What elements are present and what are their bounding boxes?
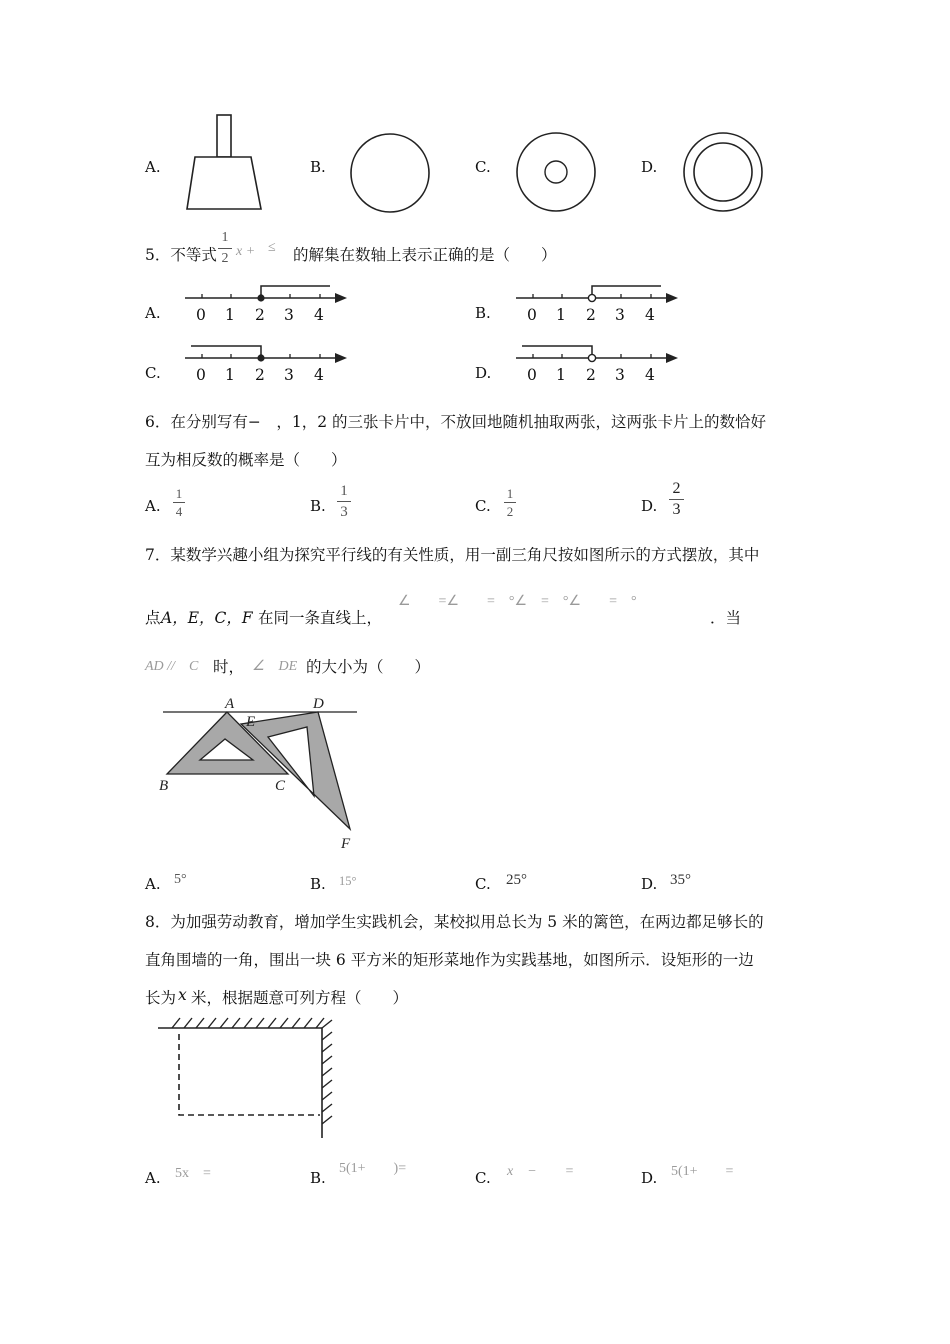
q6-line1: 6．在分别写有− ，1，2 的三张卡片中，不放回地随机抽取两张，这两张卡片上的数恰好 — [145, 413, 767, 431]
q8-fence-dashed — [179, 1034, 320, 1115]
q8-line3-b: 米，根据题意可列方程（ ） — [191, 989, 409, 1007]
q8-line1: 8．为加强劳动教育，增加学生实践机会，某校拟用总长为 5 米的篱笆，在两边都足够长的 — [145, 913, 764, 931]
q8-option-a-expr: 5x = — [175, 1166, 211, 1181]
q5-prefix: 5．不等式 — [145, 246, 217, 264]
q7-option-d-value: 35° — [670, 872, 691, 888]
q8-line3-x: x — [178, 986, 187, 1004]
q4-option-d-label[interactable]: D. — [641, 158, 658, 176]
q6-option-a-fraction: 1 4 — [173, 486, 185, 519]
q7-angle-target: ∠ DE — [252, 659, 298, 674]
q5-option-b-ticks: 0 1 2 3 4 — [527, 306, 655, 324]
q7-line2-points: A，E，C，F — [161, 609, 253, 627]
q7-line3-c: 的大小为（ ） — [306, 658, 431, 676]
q7-label-c: C — [275, 778, 286, 794]
q8-option-d-expr: 5(1+ = — [671, 1164, 734, 1179]
q7-line3-b: 时， — [213, 658, 245, 676]
q5-option-c-ticks: 0 1 2 3 4 — [196, 366, 324, 384]
q8-option-d-label[interactable]: D. — [641, 1169, 658, 1187]
q5-fraction-denominator: 2 — [221, 251, 229, 266]
q5-option-d-label[interactable]: D. — [475, 364, 492, 382]
q8-line2: 直角围墙的一角，围出一块 6 平方米的矩形菜地作为实践基地，如图所示．设矩形的一边 — [145, 951, 754, 969]
q8-option-b-expr: 5(1+ )= — [339, 1161, 407, 1176]
q7-angle-conditions: ∠ =∠ = °∠ = °∠ = ° — [398, 594, 637, 609]
q6-option-c-fraction: 1 2 — [504, 486, 516, 519]
q6-option-a-label[interactable]: A. — [145, 497, 161, 515]
q7-option-d-label[interactable]: D. — [641, 875, 658, 893]
q5-le-sign: ≤ — [268, 240, 276, 255]
q5-expression: x + — [236, 244, 256, 259]
q4-option-a-figure — [185, 112, 265, 212]
q8-option-c-label[interactable]: C. — [475, 1169, 491, 1187]
q7-line1: 7．某数学兴趣小组为探究平行线的有关性质，用一副三角尺按如图所示的方式摆放，其中 — [145, 546, 760, 564]
q6-option-d-fraction: 2 3 — [669, 480, 684, 519]
q7-option-a-label[interactable]: A. — [145, 875, 161, 893]
q6-option-c-label[interactable]: C. — [475, 497, 491, 515]
q5-option-d-ticks: 0 1 2 3 4 — [527, 366, 655, 384]
q7-label-d: D — [313, 696, 324, 712]
q7-label-b: B — [159, 778, 169, 794]
q6-option-b-fraction: 1 3 — [337, 482, 351, 521]
q5-fraction — [218, 229, 232, 268]
q7-option-a-value: 5° — [174, 872, 187, 887]
q7-line2-a: 点 — [145, 609, 161, 627]
q8-option-c-expr: x − = — [507, 1164, 575, 1179]
q7-label-f: F — [341, 836, 351, 852]
q7-option-b-value: 15° — [339, 874, 357, 888]
q7-label-e: E — [246, 714, 256, 730]
q7-label-a: A — [225, 696, 235, 712]
q7-option-c-label[interactable]: C. — [475, 875, 491, 893]
q5-option-c-label[interactable]: C. — [145, 364, 161, 382]
q8-line3-a: 长为 — [145, 989, 177, 1007]
q7-option-b-label[interactable]: B. — [310, 875, 326, 893]
q8-wall-figure — [150, 1010, 350, 1145]
q7-line2-end: ．当 — [710, 609, 742, 627]
q5-option-a-label[interactable]: A. — [145, 304, 161, 322]
q5-option-a-ticks: 0 1 2 3 4 — [196, 306, 324, 324]
q7-set-squares-figure — [155, 690, 365, 860]
q4-option-d-figure — [681, 131, 765, 215]
q4-option-b-label[interactable]: B. — [310, 158, 326, 176]
q4-option-a-label[interactable]: A. — [145, 158, 161, 176]
q6-option-b-label[interactable]: B. — [310, 497, 326, 515]
q8-wall-hatching — [172, 1018, 332, 1124]
q5-option-b-label[interactable]: B. — [475, 304, 491, 322]
q4-option-c-label[interactable]: C. — [475, 158, 491, 176]
q8-option-a-label[interactable]: A. — [145, 1169, 161, 1187]
q4-option-c-figure — [514, 131, 598, 215]
q8-option-b-label[interactable]: B. — [310, 1169, 326, 1187]
q7-parallel-condition: AD // C — [145, 659, 199, 674]
q6-line2: 互为相反数的概率是（ ） — [145, 451, 347, 469]
q7-option-c-value: 25° — [506, 872, 527, 888]
q7-line2-c: 在同一条直线上， — [258, 609, 383, 627]
q5-suffix: 的解集在数轴上表示正确的是（ ） — [293, 246, 557, 264]
q4-option-b-figure — [348, 131, 432, 215]
q5-fraction-numerator: 1 — [221, 230, 229, 245]
q6-option-d-label[interactable]: D. — [641, 497, 658, 515]
